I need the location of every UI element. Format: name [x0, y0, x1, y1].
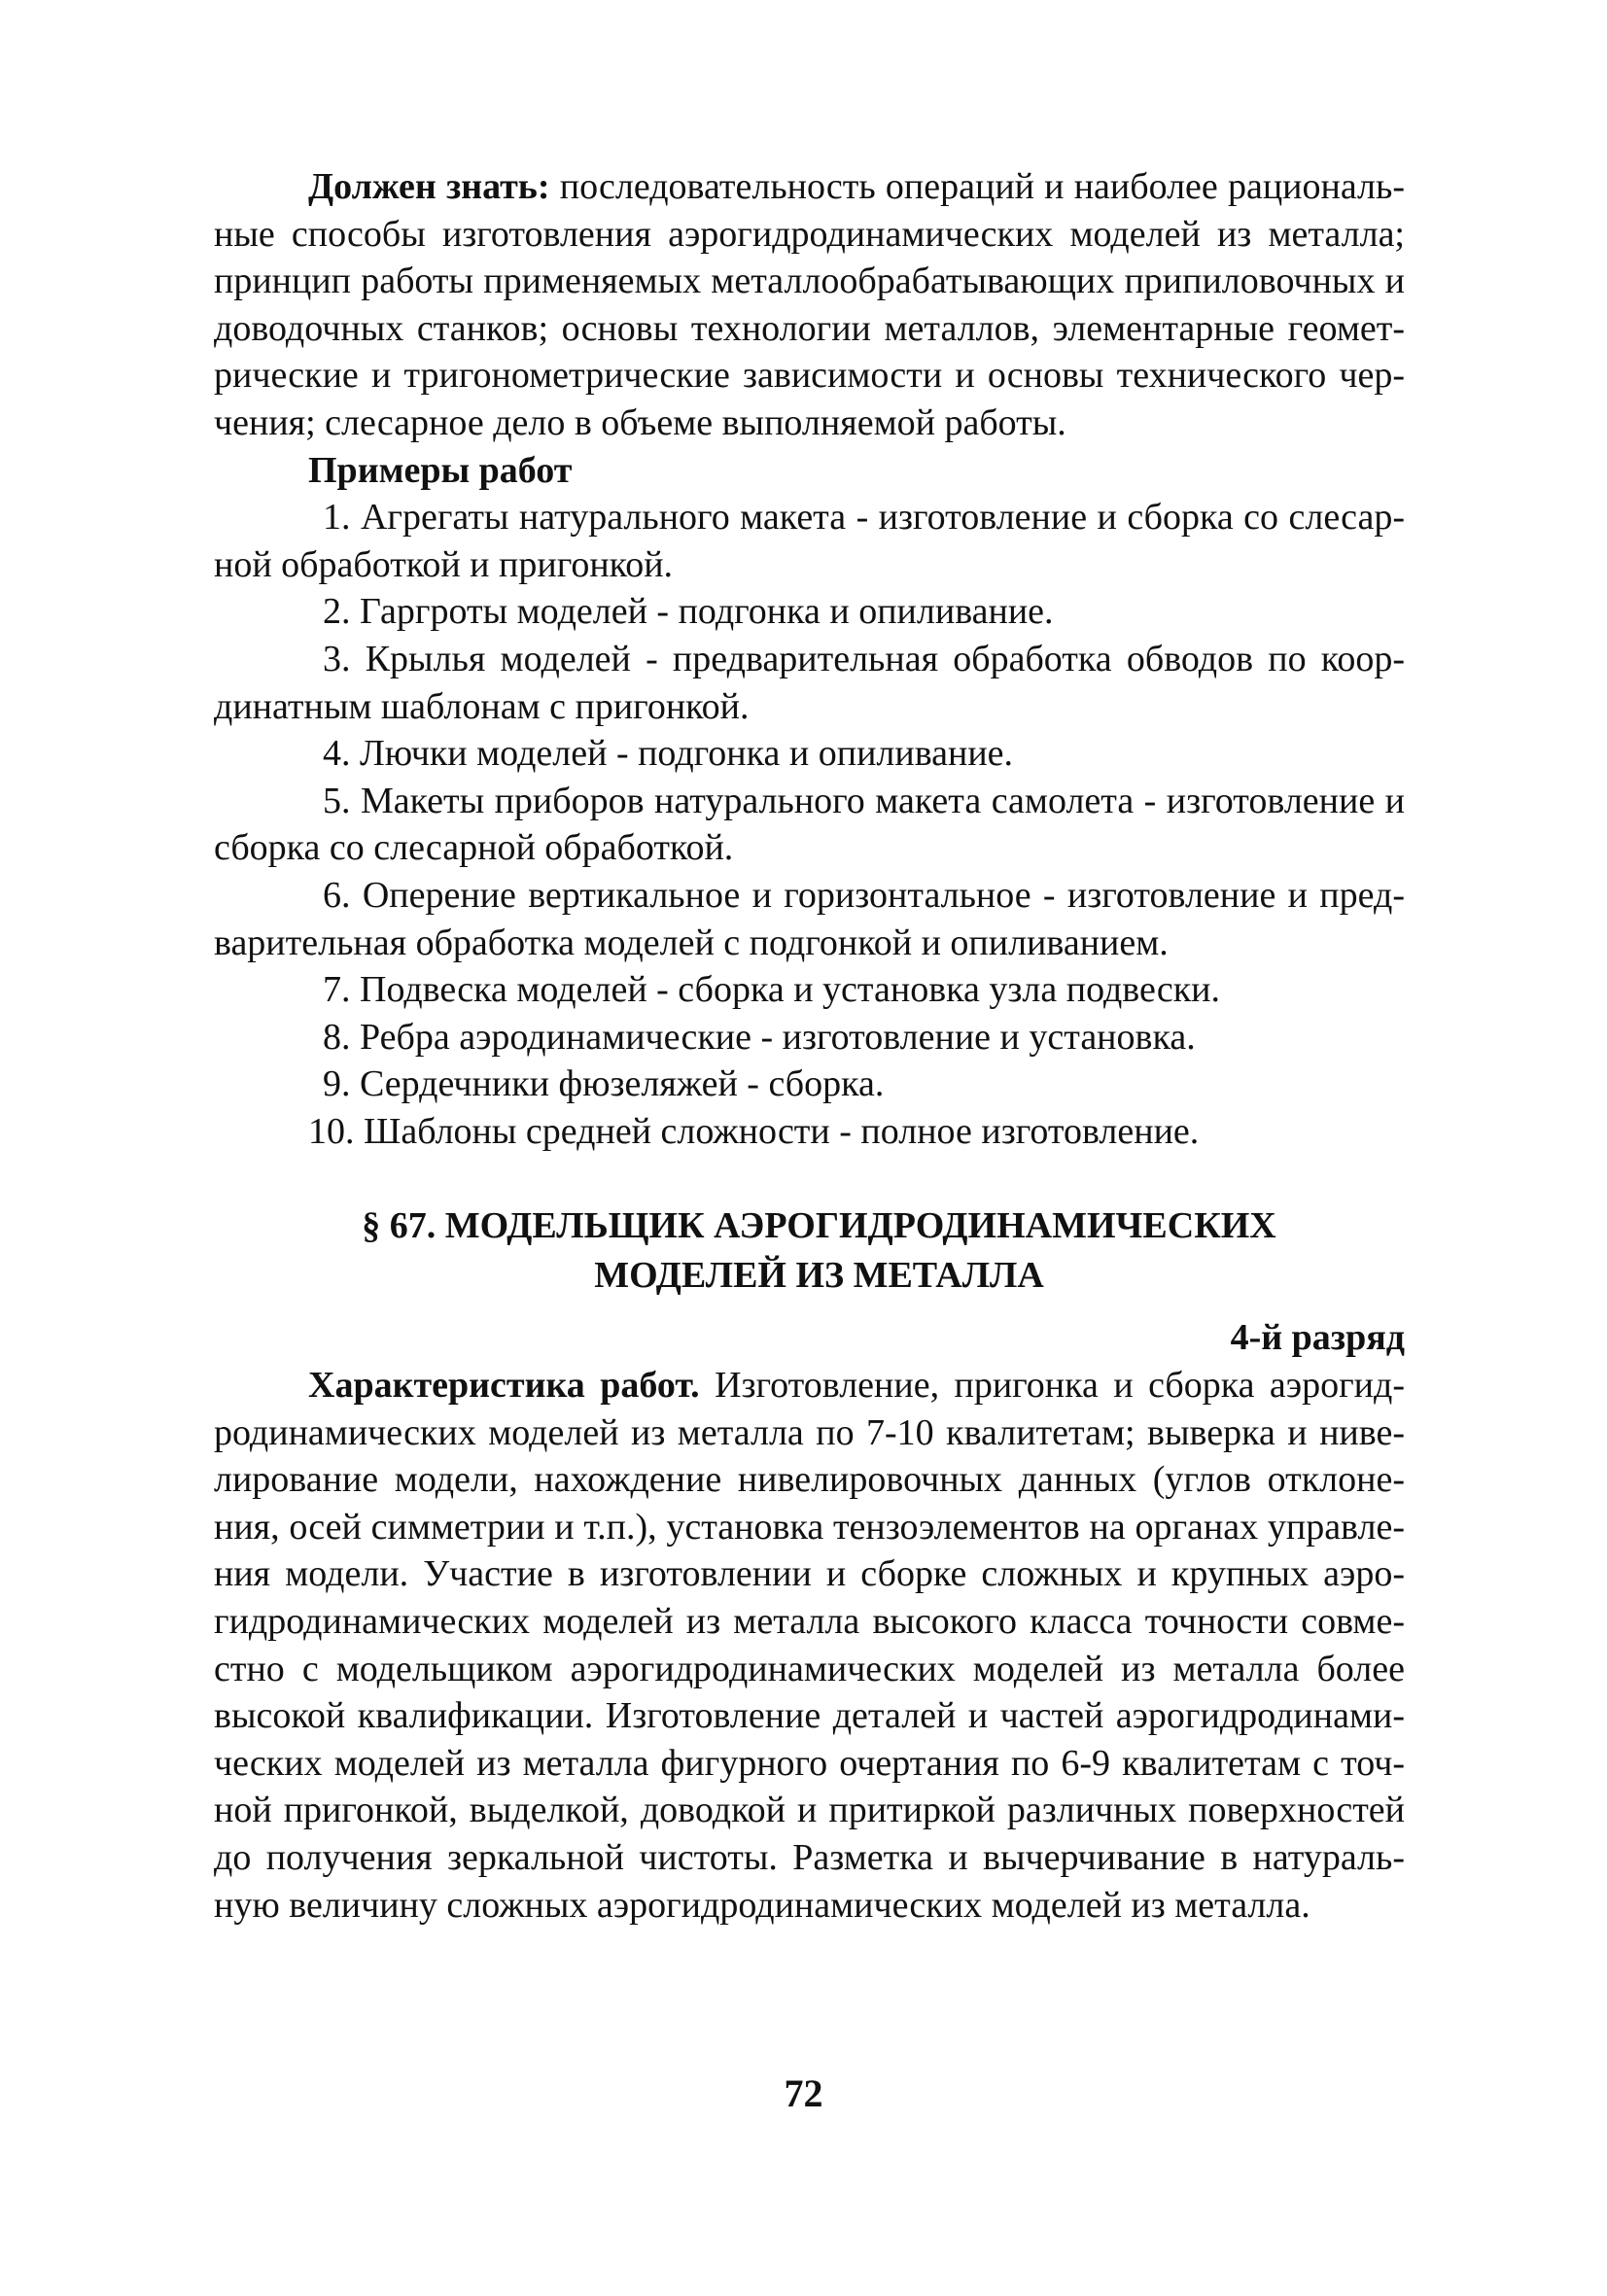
- must-know-label: Должен знать:: [308, 166, 550, 207]
- must-know-paragraph: [214, 163, 1405, 447]
- must-know-text: последовательность операций и наиболее рациональные способы изготовления аэрогидродинамических моделей из металла; принцип работы применяемых металлообрабатывающих припиловочных и доводочных станков; основы технологии металлов, элементарные геометрические и тригонометрические зависимости и основы технического черчения; слесарное дело в объеме выполняемой работы.: [214, 166, 1405, 443]
- characteristics-paragraph: [214, 1362, 1405, 1929]
- characteristics-label: Характеристика работ.: [308, 1365, 700, 1407]
- example-item: 6. Оперение вертикальное и горизонтальное - изготовление и предварительная обработка моделей с подгонкой и опиливанием.: [214, 874, 1405, 963]
- section-title-line2: МОДЕЛЕЙ ИЗ МЕТАЛЛА: [594, 1255, 1044, 1297]
- section-title-line1: § 67. МОДЕЛЬЩИК АЭРОГИДРОДИНАМИЧЕСКИХ: [362, 1205, 1276, 1247]
- example-item: 10. Шаблоны средней сложности - полное изготовление.: [308, 1110, 1200, 1152]
- example-item: 3. Крылья моделей - предварительная обработка обводов по координатным шаблонам с пригонкой.: [214, 638, 1405, 727]
- examples-title: Примеры работ: [308, 449, 573, 491]
- example-item: 5. Макеты приборов натурального макета самолета - изготовление и сборка со слесарной обработкой.: [214, 780, 1405, 869]
- page-content: [214, 163, 1405, 1929]
- example-item: 4. Лючки моделей - подгонка и опиливание.: [323, 733, 1014, 775]
- grade-label: 4-й разряд: [1230, 1317, 1405, 1359]
- section-heading: [214, 1201, 1405, 1301]
- example-item: 8. Ребра аэродинамические - изготовление и установка.: [323, 1016, 1196, 1058]
- example-item: 1. Агрегаты натурального макета - изготовление и сборка со слесарной обработкой и пригонкой.: [214, 497, 1405, 585]
- example-item: 7. Подвеска моделей - сборка и установка узла подвески.: [323, 969, 1221, 1011]
- example-item: 2. Гаргроты моделей - подгонка и опиливание.: [323, 591, 1054, 633]
- characteristics-text: Изготовление, пригонка и сборка аэрогидродинамических моделей из металла по 7-10 квалитетам; выверка и нивелирование модели, нахождение нивелировочных данных (углов отклонения, осей симметрии и т.п.), установка тензоэлементов на органах управления модели. Участие в изготовлении и сборке сложных и крупных аэрогидродинамических моделей из металла высокого класса точности совместно с модельщиком аэрогидродинамических моделей из металла более высокой квалификации. Изготовление деталей и частей аэрогидродинамических моделей из металла фигурного очертания по 6-9 квалитетам с точной пригонкой, выделкой, доводкой и притиркой различных поверхностей до получения зеркальной чистоты. Разметка и вычерчивание в натуральную величину сложных аэрогидродинамических моделей из металла.: [214, 1365, 1405, 1926]
- page-number: 72: [784, 2071, 823, 2115]
- example-item: 9. Сердечники фюзеляжей - сборка.: [323, 1063, 885, 1105]
